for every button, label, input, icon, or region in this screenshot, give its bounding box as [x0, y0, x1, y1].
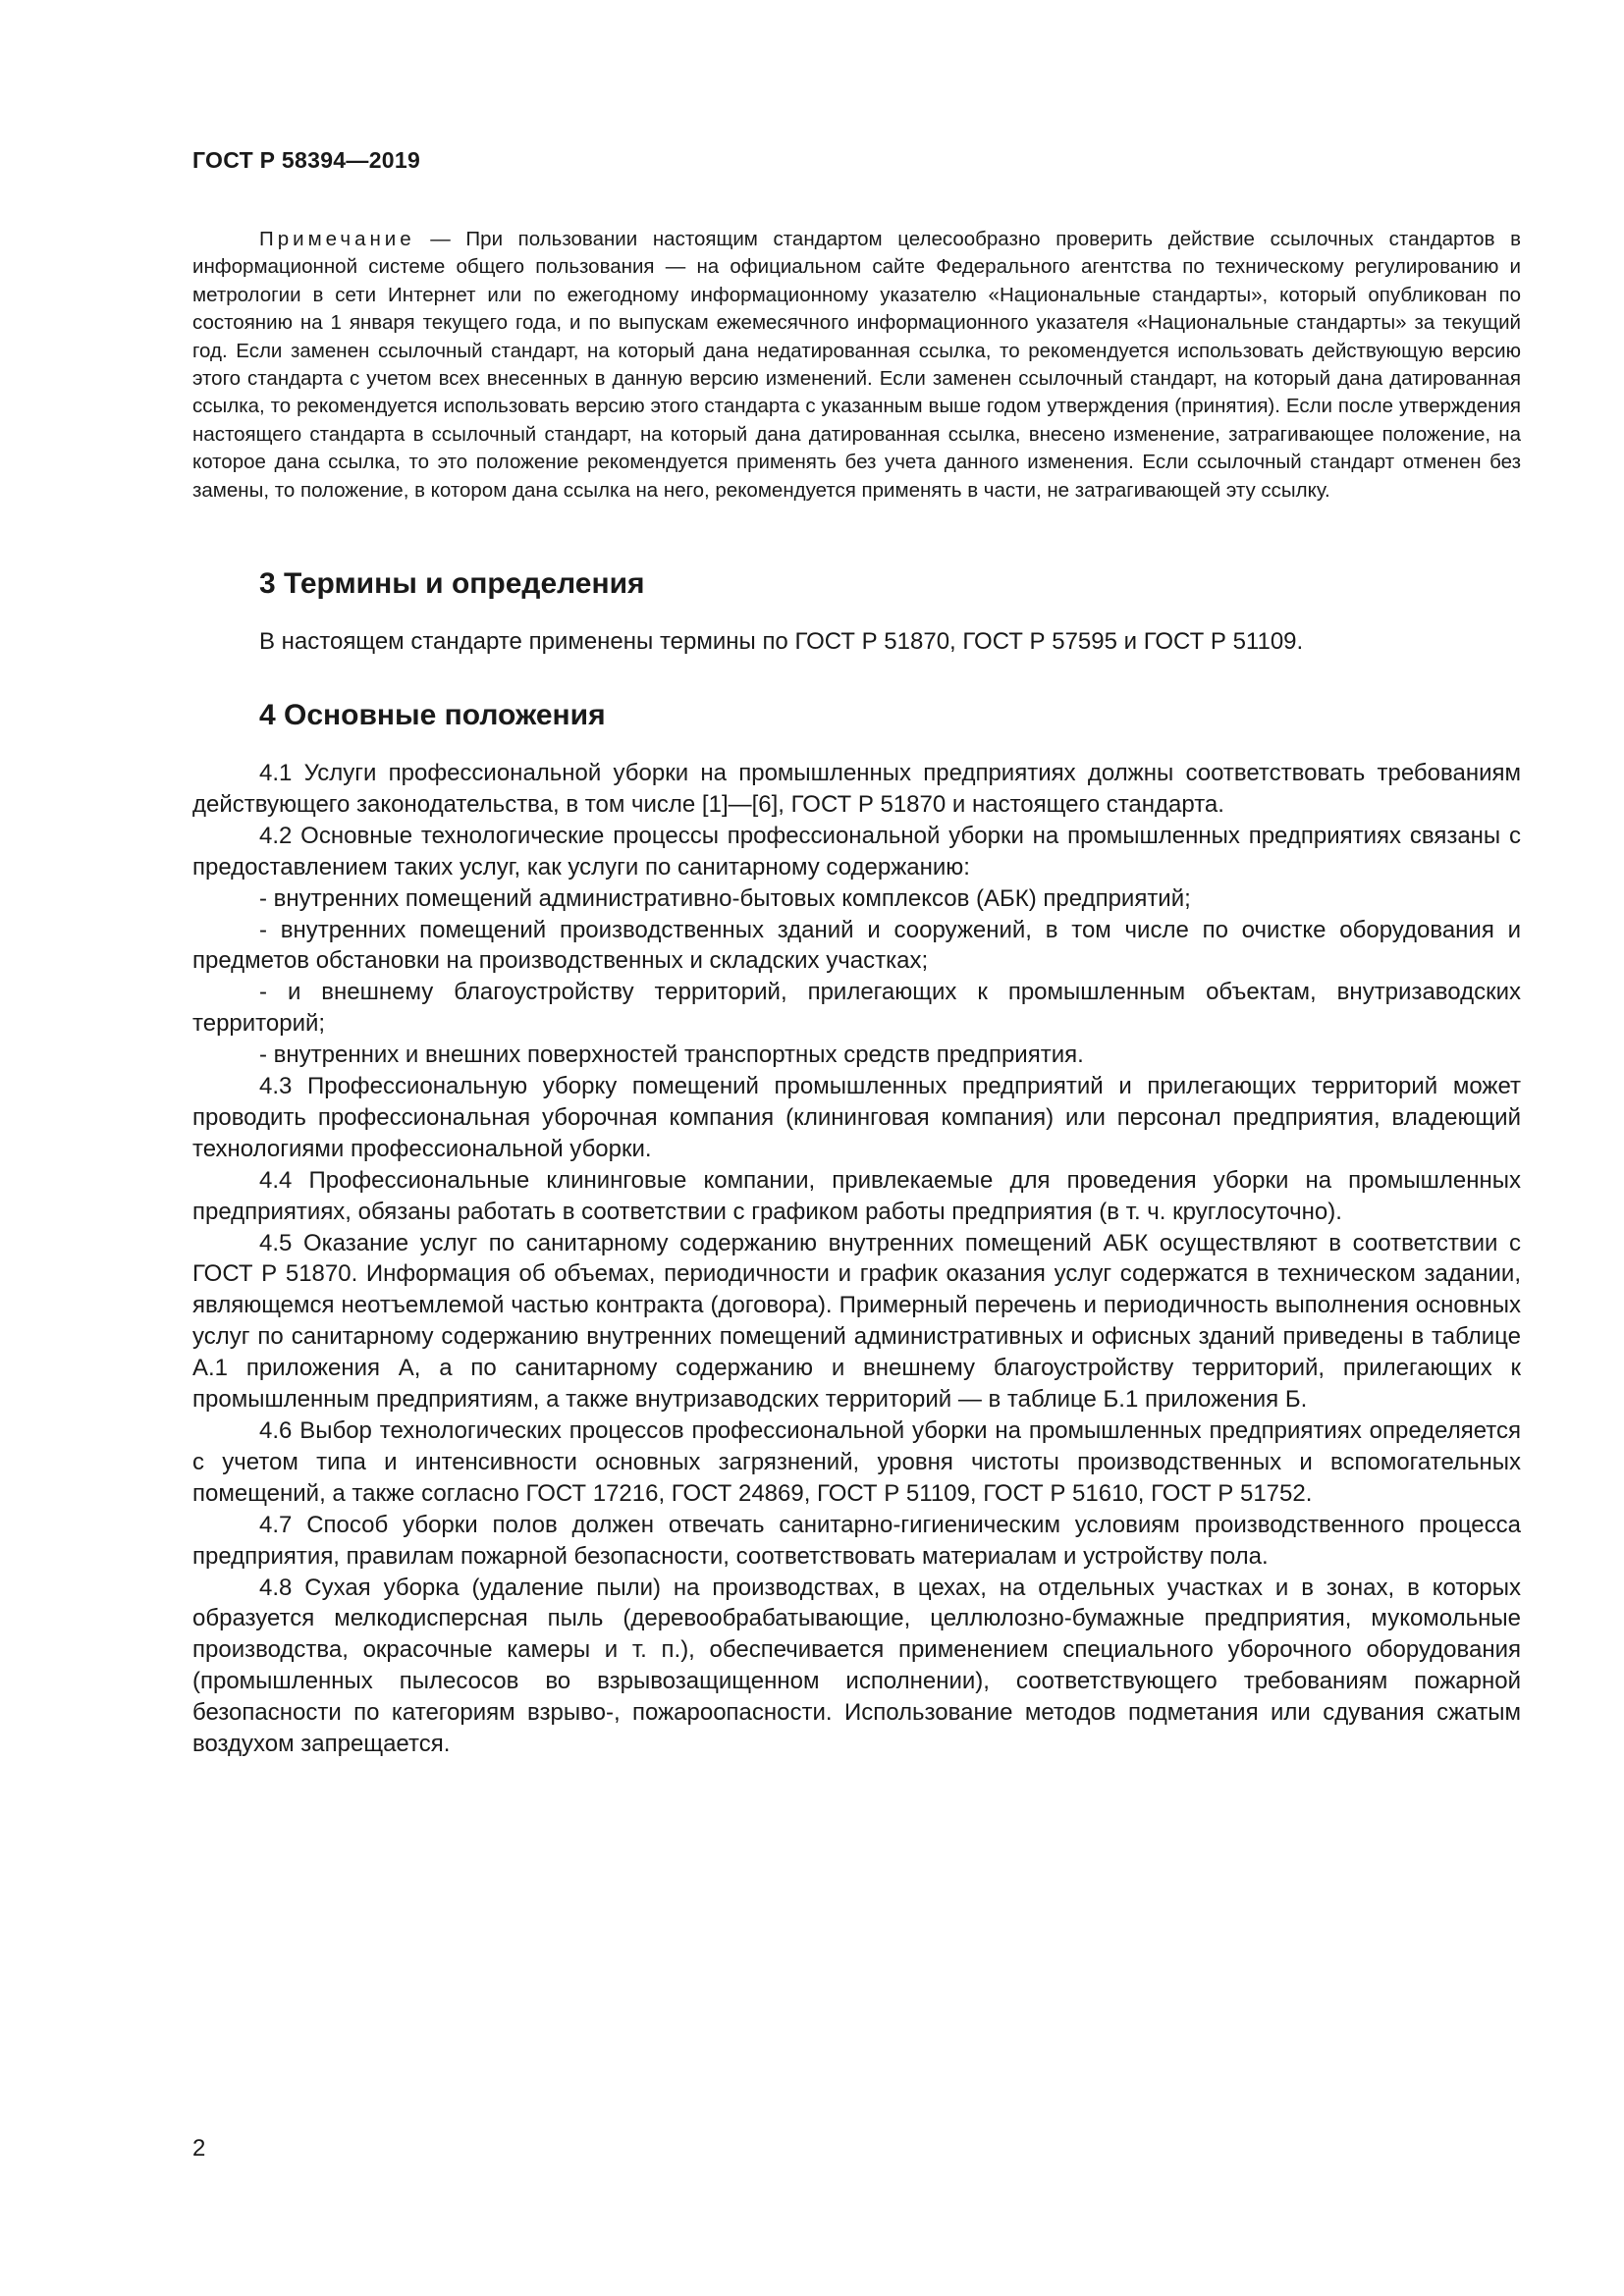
clause-4-6: 4.6 Выбор технологических процессов профессиональной уборки на промышленных предприятиях определяется с учетом типа и интенсивности основных загрязнений, уровня чистоты производственных и вспомогательных помещений, а также согласно ГОСТ 17216, ГОСТ 24869, ГОСТ Р 51109, ГОСТ Р 51610, ГОСТ Р 51752.	[192, 1417, 1521, 1507]
section-3-text: В настоящем стандарте применены термины по ГОСТ Р 51870, ГОСТ Р 57595 и ГОСТ Р 51109.	[259, 628, 1304, 656]
section-3-heading: 3 Термины и определения	[259, 567, 645, 601]
page-number: 2	[192, 2135, 206, 2162]
clause-4-2: 4.2 Основные технологические процессы профессиональной уборки на промышленных предприятиях связаны с предоставлением таких услуг, как услуги по санитарному содержанию:	[192, 822, 1521, 881]
note-label: Примечание	[259, 228, 415, 250]
clause-4-5: 4.5 Оказание услуг по санитарному содержанию внутренних помещений АБК осуществляют в соответствии с ГОСТ Р 51870. Информация об объемах, периодичности и график оказания услуг содержатся в техническом задании, являющемся неотъемлемой частью контракта (договора). Примерный перечень и периодичность выполнения основных услуг по санитарному содержанию внутренних помещений административных и офисных зданий приведены в таблице А.1 приложения А, а по санитарному содержанию и внешнему благоустройству территорий, прилегающих к промышленным предприятиям, а также внутризаводских территорий — в таблице Б.1 приложения Б.	[192, 1229, 1521, 1414]
clause-4-1: 4.1 Услуги профессиональной уборки на промышленных предприятиях должны соответствовать требованиям действующего законодательства, в том числе [1]—[6], ГОСТ Р 51870 и настоящего стандарта.	[192, 759, 1521, 818]
clause-4-7: 4.7 Способ уборки полов должен отвечать санитарно-гигиеническим условиям производственного процесса предприятия, правилам пожарной безопасности, соответствовать материалам и устройству пола.	[192, 1511, 1521, 1570]
clause-4-8: 4.8 Сухая уборка (удаление пыли) на производствах, в цехах, на отдельных участках и в зонах, в которых образуется мелкодисперсная пыль (деревообрабатывающие, целлюлозно-бумажные предприятия, мукомольные производства, окрасочные камеры и т. п.), обеспечивается применением специального уборочного оборудования (промышленных пылесосов во взрывозащищенном исполнении), соответствующего требованиям пожарной безопасности по категориям взрыво-, пожароопасности. Использование методов подметания или сдувания сжатым воздухом запрещается.	[192, 1574, 1521, 1758]
clause-4-3: 4.3 Профессиональную уборку помещений промышленных предприятий и прилегающих территорий может проводить профессиональная уборочная компания (клининговая компания) или персонал предприятия, владеющий технологиями профессиональной уборки.	[192, 1073, 1521, 1162]
section-4-heading: 4 Основные положения	[259, 698, 606, 731]
page-content	[192, 226, 1521, 1760]
list-item-territories: - и внешнему благоустройству территорий, прилегающих к промышленным объектам, внутризаводских территорий;	[192, 979, 1521, 1038]
list-item-abk: - внутренних помещений административно-бытовых комплексов (АБК) предприятий;	[259, 884, 1191, 912]
list-item-vehicles: - внутренних и внешних поверхностей транспортных средств предприятия.	[259, 1041, 1084, 1069]
document-code-header: ГОСТ Р 58394—2019	[192, 147, 421, 173]
clause-4-4: 4.4 Профессиональные клининговые компании, привлекаемые для проведения уборки на промышленных предприятиях, обязаны работать в соответствии с графиком работы предприятия (в т. ч. круглосуточно).	[192, 1166, 1521, 1225]
section-4-body	[192, 758, 1521, 1760]
list-item-production-buildings: - внутренних помещений производственных зданий и сооружений, в том числе по очистке оборудования и предметов обстановки на производственных и складских участках;	[192, 916, 1521, 975]
reference-note	[192, 226, 1521, 505]
note-text: — При пользовании настоящим стандартом целесообразно проверить действие ссылочных стандартов в информационной системе общего пользования — на официальном сайте Федерального агентства по техническому регулированию и метрологии в сети Интернет или по ежегодному информационному указателю «Национальные стандарты», который опубликован по состоянию на 1 января текущего года, и по выпускам ежемесячного информационного указателя «Национальные стандарты» за текущий год. Если заменен ссылочный стандарт, на который дана недатированная ссылка, то рекомендуется использовать действующую версию этого стандарта с учетом всех внесенных в данную версию изменений. Если заменен ссылочный стандарт, на который дана датированная ссылка, то рекомендуется использовать версию этого стандарта с указанным выше годом утверждения (принятия). Если после утверждения настоящего стандарта в ссылочный стандарт, на который дана датированная ссылка, внесено изменение, затрагивающее положение, на которое дана ссылка, то это положение рекомендуется применять без учета данного изменения. Если ссылочный стандарт отменен без замены, то положение, в котором дана ссылка на него, рекомендуется применять в части, не затрагивающей эту ссылку.	[192, 228, 1521, 502]
